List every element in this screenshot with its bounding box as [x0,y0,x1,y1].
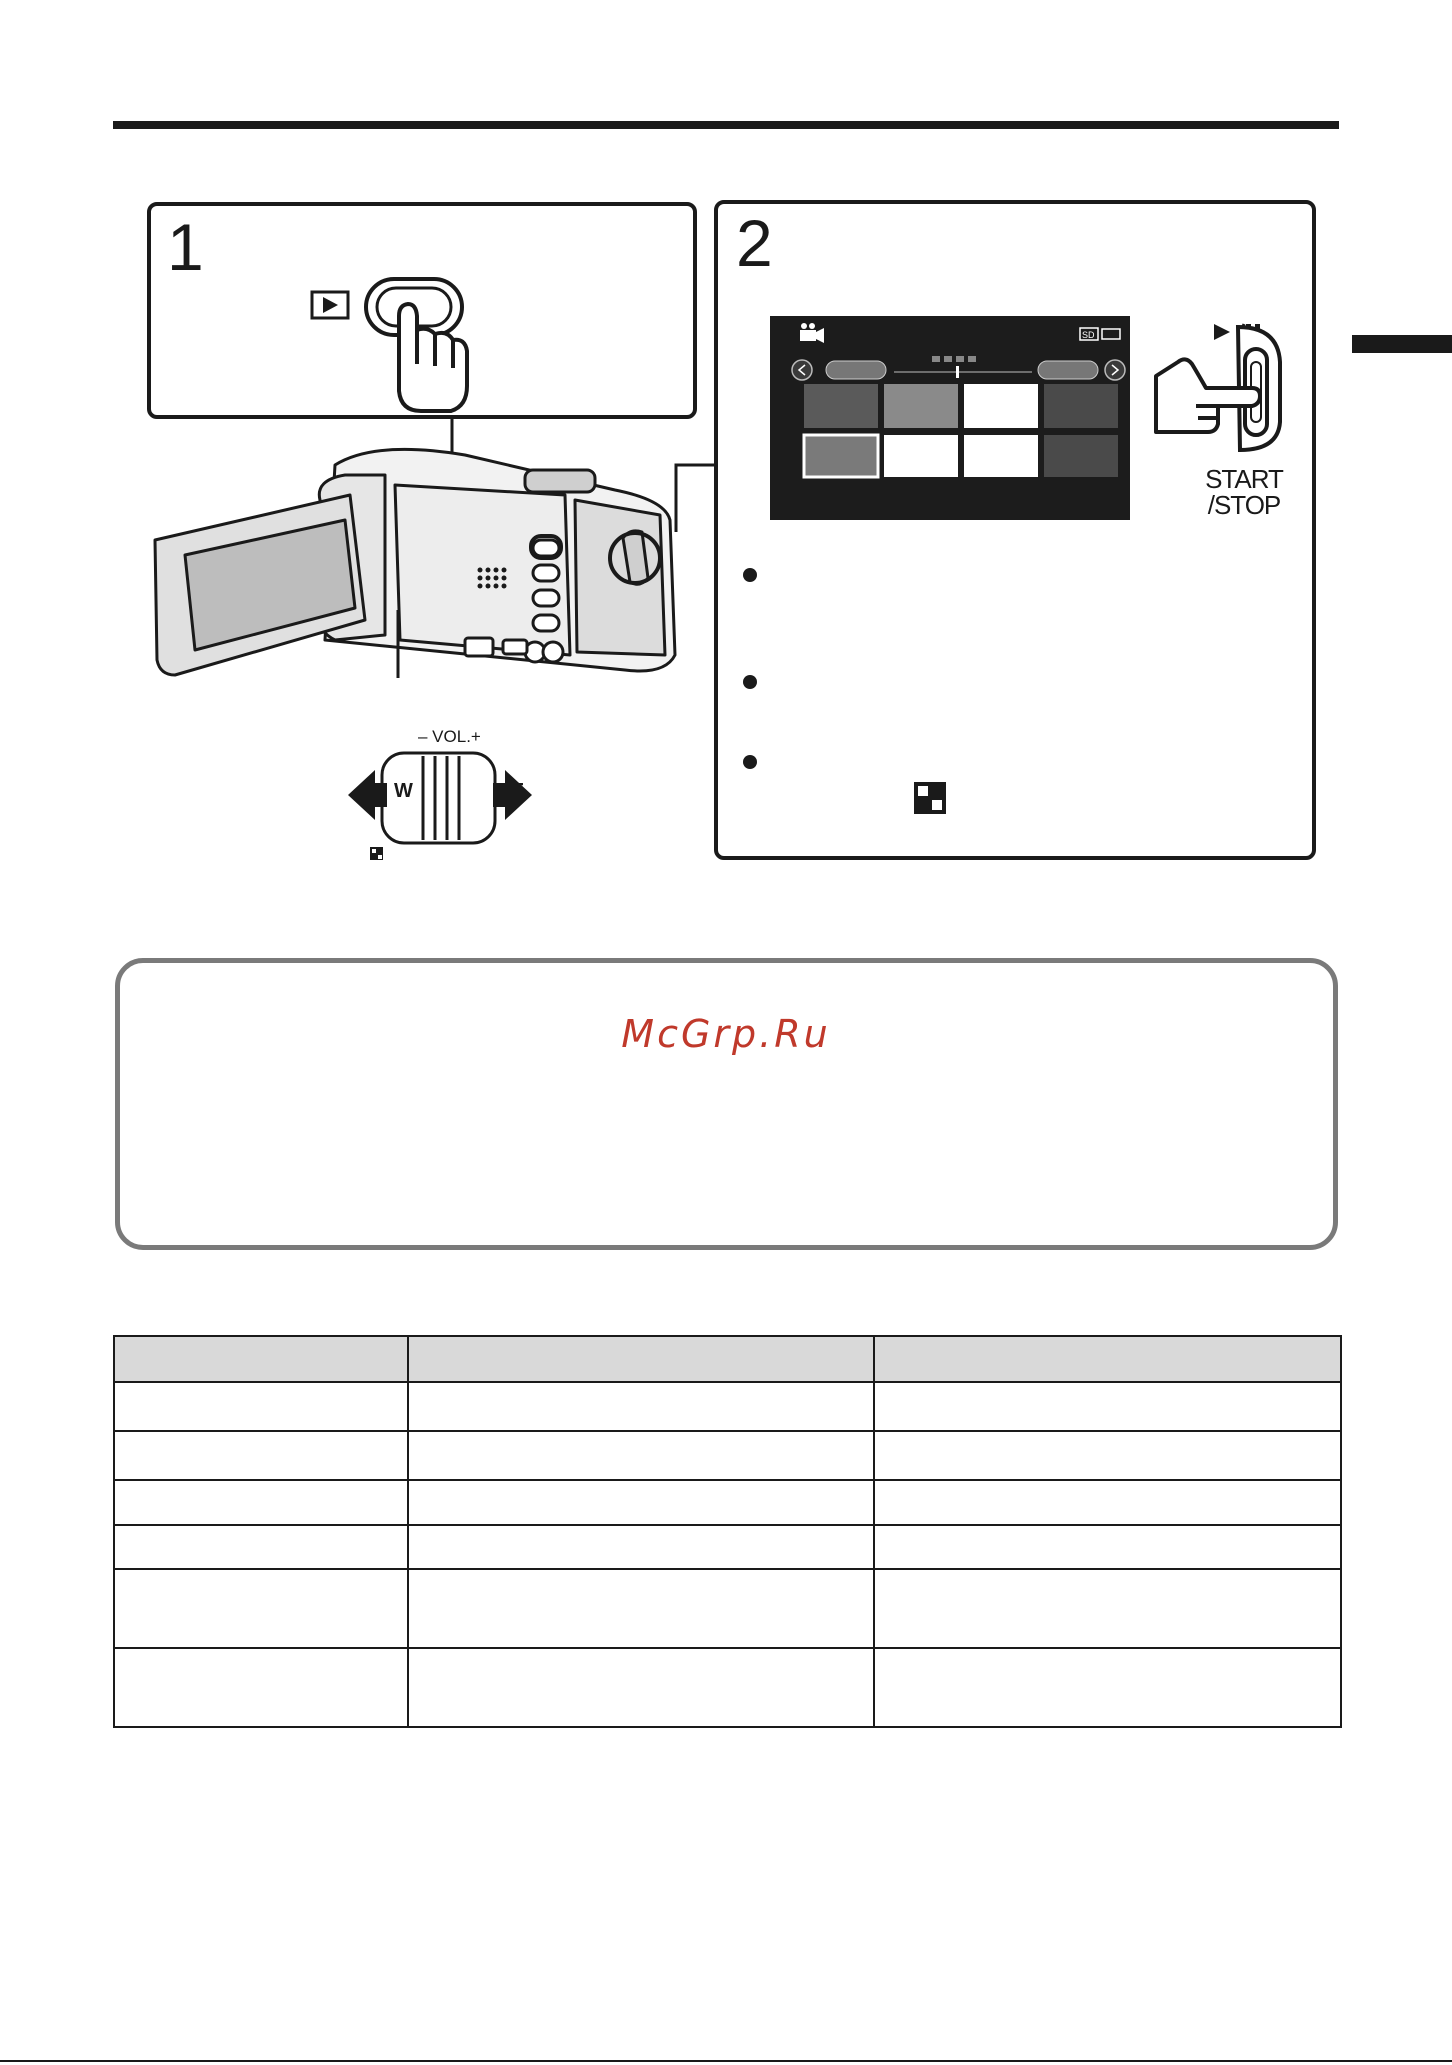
zoom-t-label: T [511,780,524,802]
zoom-w-label: W [394,780,413,802]
operations-table [113,1335,1340,1728]
sd-card-label: SD [1082,330,1095,340]
table-row [114,1382,1341,1431]
start-label: START [1205,464,1283,494]
table-row [114,1480,1341,1525]
index-icon-inline [914,782,946,814]
stop-label: /STOP [1207,490,1281,520]
table-header-cell [408,1336,874,1382]
next-page-icon [1105,360,1125,380]
start-stop-illustration [1148,294,1316,454]
table-row [114,1431,1341,1480]
camcorder-illustration [145,440,705,700]
zoom-lever-illustration [345,748,535,863]
previous-page-icon [792,360,812,380]
step-2-box [714,200,1316,860]
bullet-2 [743,675,757,689]
step-1-number: 1 [167,210,204,284]
bottom-rule [0,2060,1452,2062]
table-header-cell [874,1336,1341,1382]
index-screen [770,316,1130,520]
table-row [114,1525,1341,1569]
table-header-row [114,1336,1341,1382]
table-header-cell [114,1336,408,1382]
watermark: McGrp.Ru [621,1012,831,1056]
volume-label: – VOL.+ [418,727,481,746]
note-box [115,958,1338,1250]
step-2-number: 2 [736,206,773,280]
bullet-3 [743,755,757,769]
table-row [114,1569,1341,1648]
index-icon [370,847,383,860]
table-row [114,1648,1341,1727]
bullet-1 [743,568,757,582]
start-stop-label [1199,466,1289,518]
